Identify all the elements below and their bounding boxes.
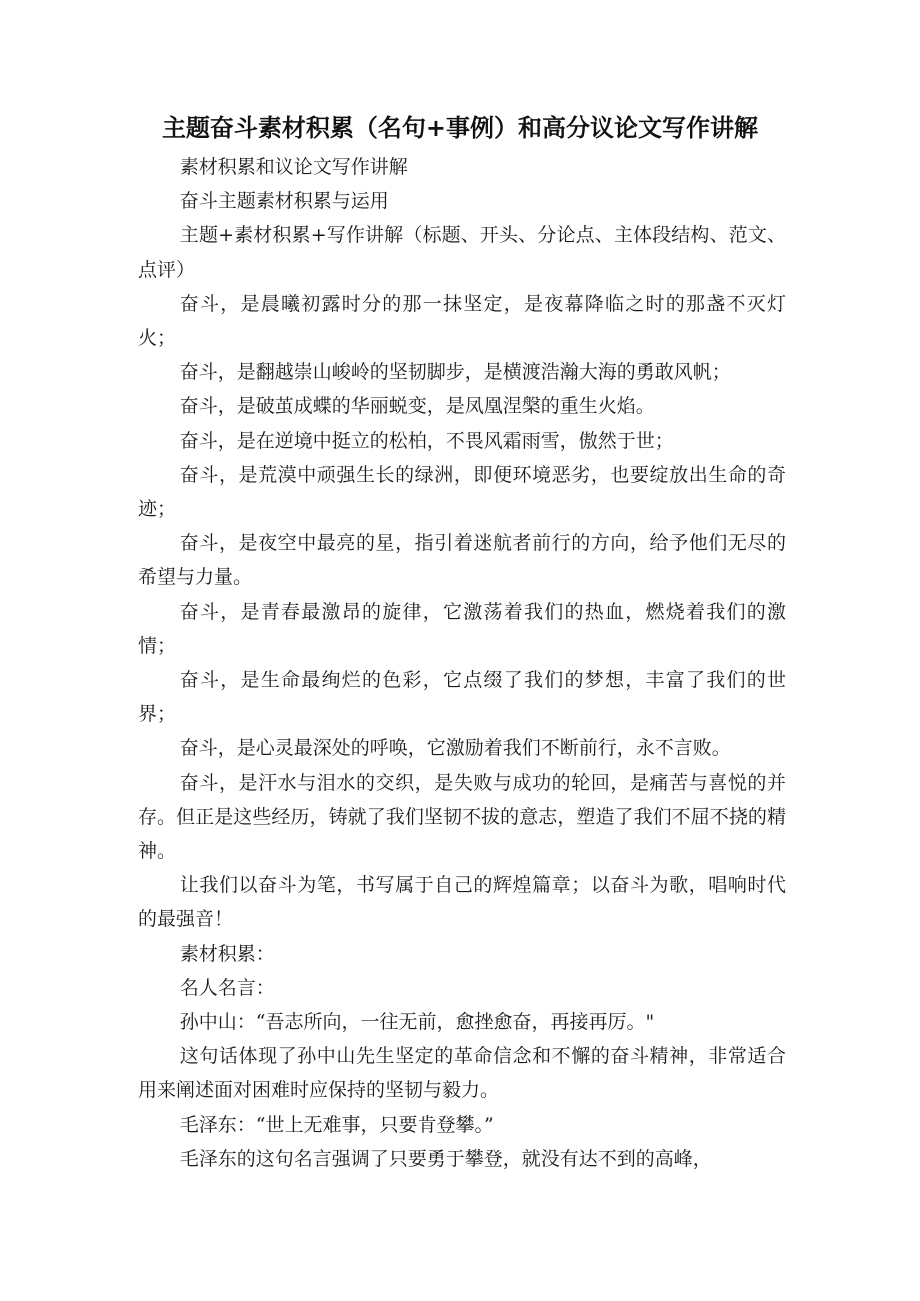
paragraph: 奋斗，是汗水与泪水的交织，是失败与成功的轮回，是痛苦与喜悦的并存。但正是这些经历，铸就了我们坚韧不拔的意志，塑造了我们不屈不挠的精神。: [138, 771, 786, 863]
paragraph: 素材积累和议论文写作讲解: [179, 156, 408, 178]
quote: 孙中山：“吾志所向，一往无前，愈挫愈奋，再接再厉。": [179, 1011, 655, 1034]
quote: 毛泽东：“世上无难事，只要肯登攀。”: [179, 1113, 494, 1136]
paragraph: 奋斗，是荒漠中顽强生长的绿洲，即便环境恶劣，也要绽放出生命的奇迹；: [138, 463, 786, 521]
paragraph: 毛泽东的这句名言强调了只要勇于攀登，就没有达不到的高峰，: [179, 1147, 712, 1170]
paragraph: 奋斗，是翻越崇山峻岭的坚韧脚步，是横渡浩瀚大海的勇敢风帆；: [179, 361, 731, 384]
paragraph: 奋斗，是心灵最深处的呼唤，它激励着我们不断前行，永不言败。: [179, 737, 731, 760]
paragraph: 这句话体现了孙中山先生坚定的革命信念和不懈的奋斗精神，非常适合用来阐述面对困难时应保持的坚韧与毅力。: [138, 1045, 786, 1102]
paragraph: 奋斗，是破茧成蝶的华丽蜕变，是凤凰涅槃的重生火焰。: [179, 395, 655, 418]
paragraph: 奋斗，是生命最绚烂的色彩，它点缀了我们的梦想，丰富了我们的世界；: [138, 669, 786, 726]
paragraph: 奋斗，是青春最激昂的旋律，它激荡着我们的热血，燃烧着我们的激情；: [138, 600, 786, 657]
section-heading: 名人名言：: [179, 976, 275, 999]
paragraph: 奋斗主题素材积累与运用: [179, 190, 389, 213]
paragraph: 主题+素材积累+写作讲解（标题、开头、分论点、主体段结构、范文、点评）: [138, 224, 786, 281]
document-body: [138, 150, 786, 1176]
paragraph: 奋斗，是在逆境中挺立的松柏，不畏风霜雨雪，傲然于世；: [179, 429, 674, 452]
section-heading: 素材积累：: [179, 942, 275, 965]
paragraph: 奋斗，是夜空中最亮的星，指引着迷航者前行的方向，给予他们无尽的希望与力量。: [138, 532, 786, 589]
paragraph: 奋斗，是晨曦初露时分的那一抹坚定，是夜幕降临之时的那盏不灭灯火；: [138, 292, 786, 350]
paragraph: 让我们以奋斗为笔，书写属于自己的辉煌篇章；以奋斗为歌，唱响时代的最强音！: [138, 874, 786, 931]
document-title: 主题奋斗素材积累（名句+事例）和高分议论文写作讲解: [161, 114, 759, 142]
